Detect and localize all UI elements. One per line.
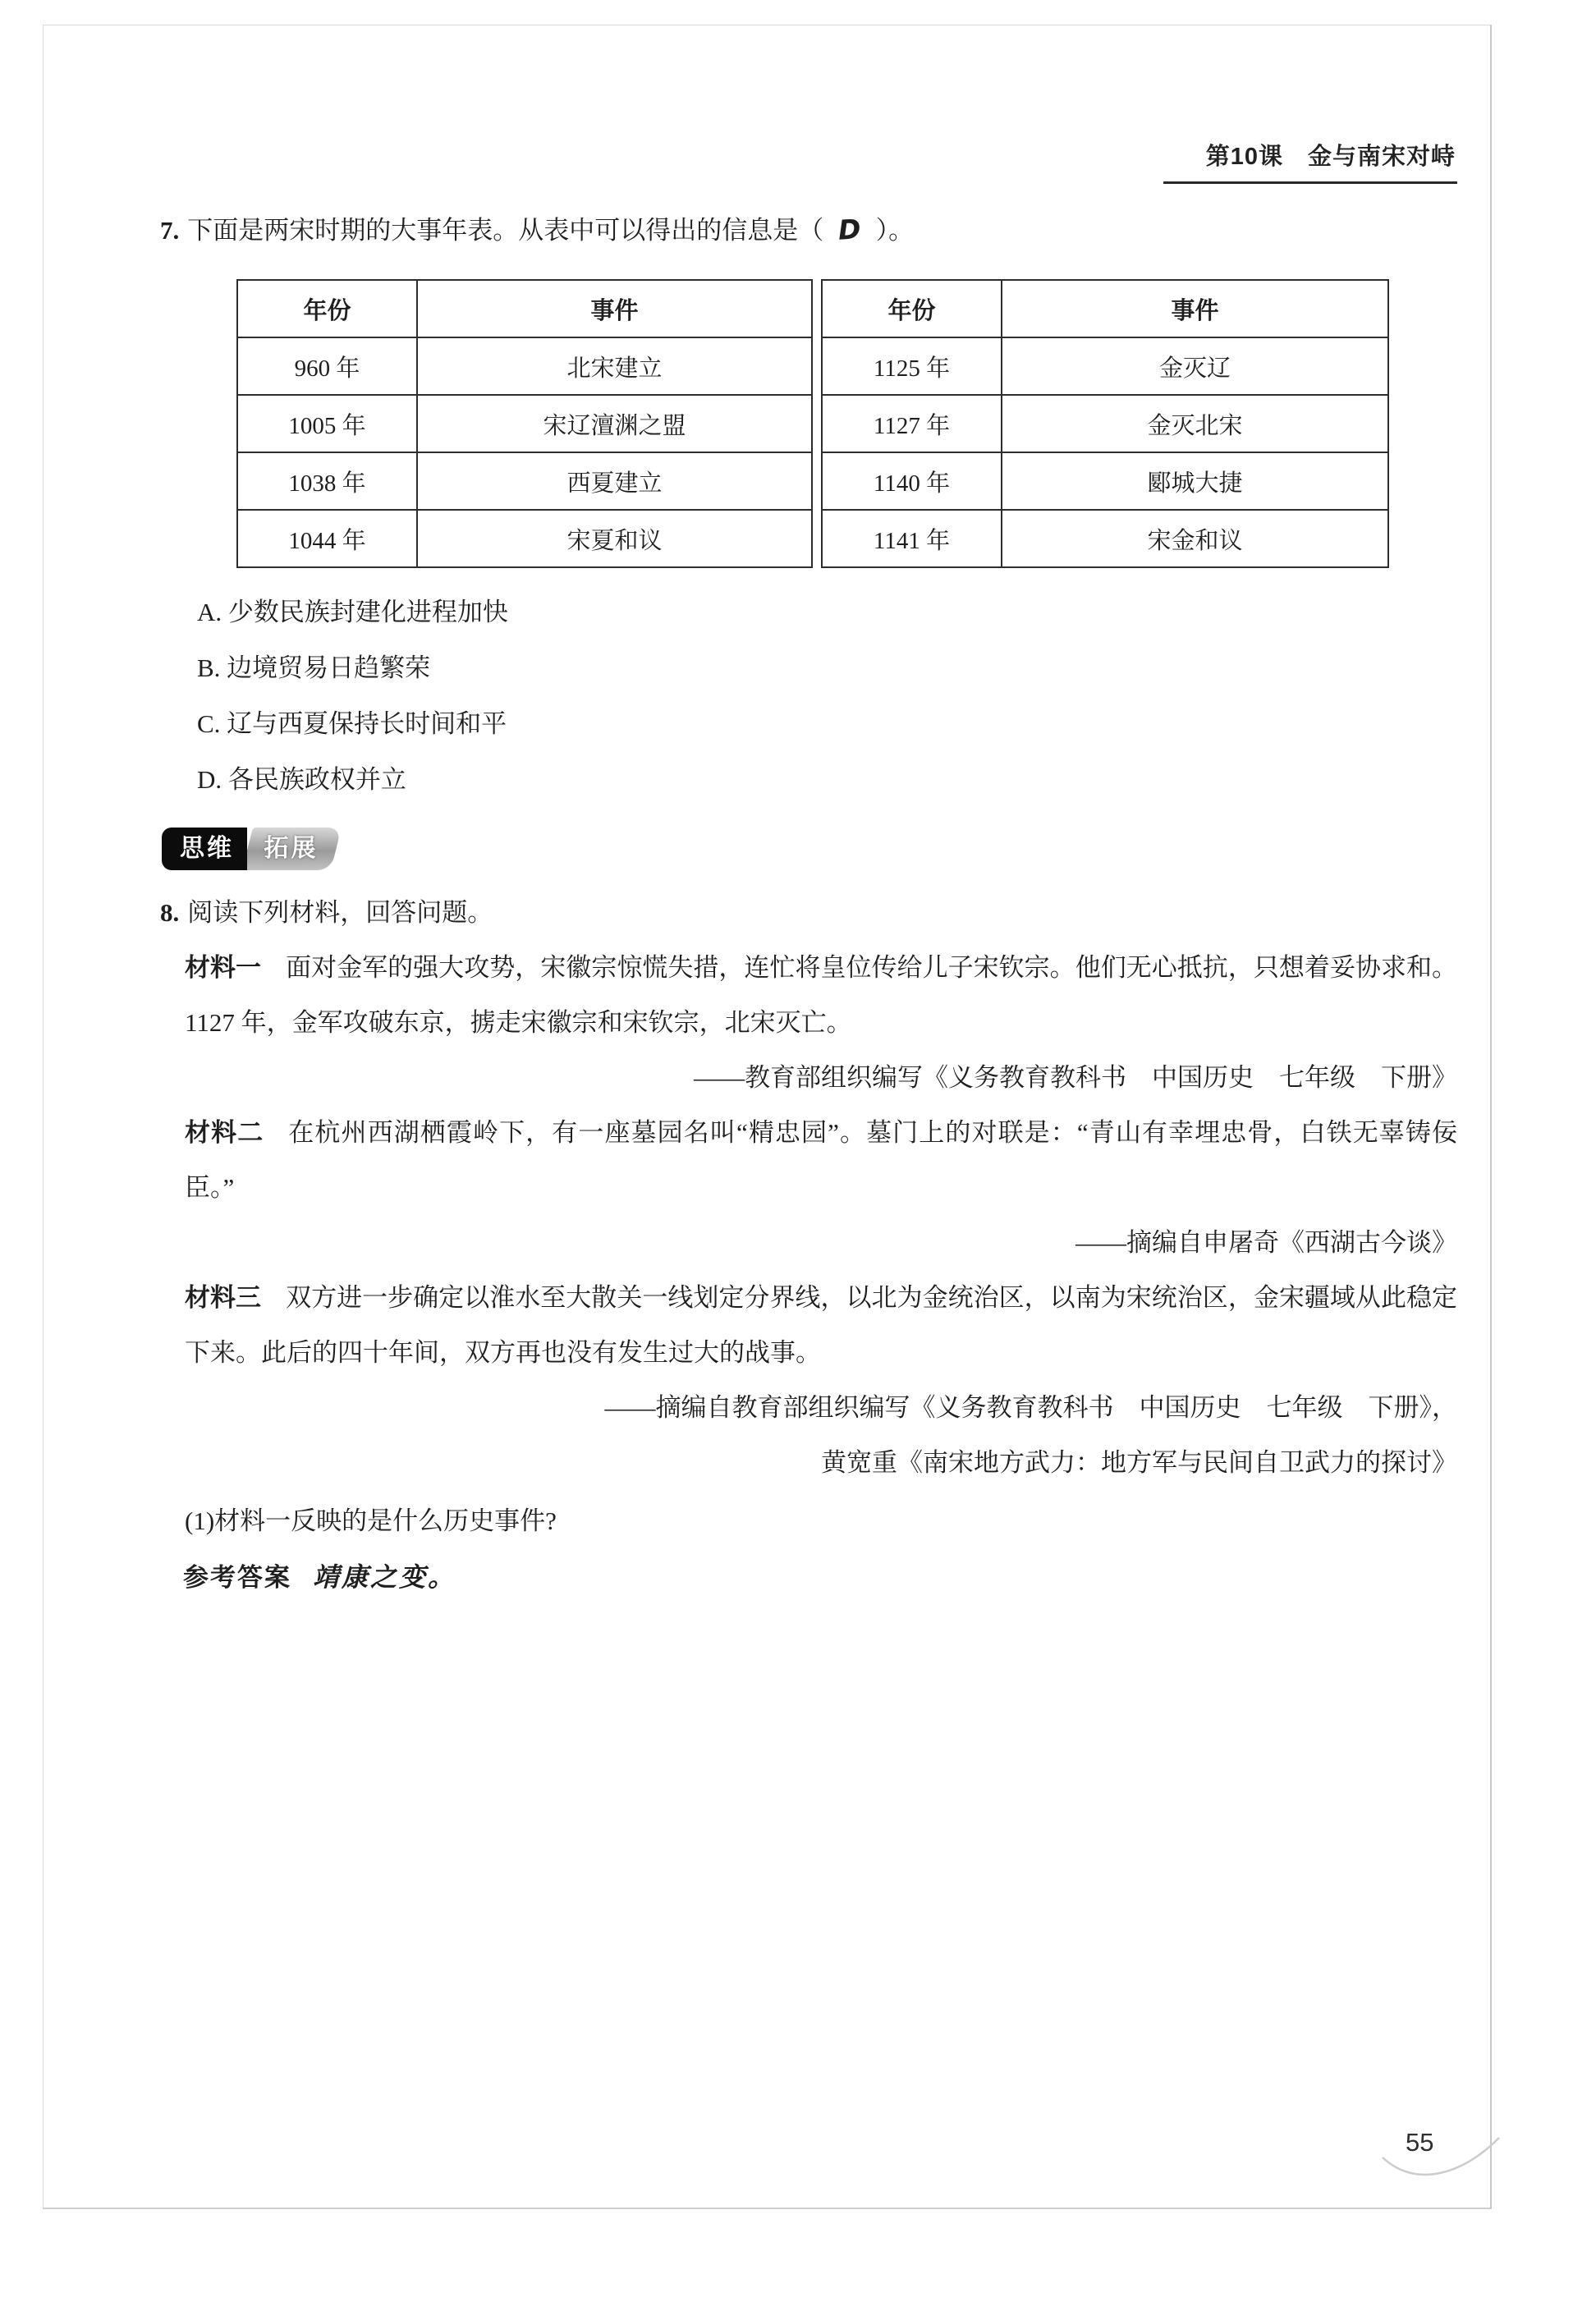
table-row xyxy=(237,510,812,567)
year-cell: 1141 年 xyxy=(822,510,1002,567)
material-two-source: ——摘编自申屠奇《西湖古今谈》 xyxy=(1075,1228,1457,1257)
material-two xyxy=(185,1105,1457,1270)
question-8-sub-question-1: (1)材料一反映的是什么历史事件? xyxy=(185,1506,557,1535)
question-7-stem xyxy=(160,202,1457,258)
year-cell: 1127 年 xyxy=(822,395,1002,452)
material-one-body: 面对金军的强大攻势，宋徽宗惊慌失措，连忙将皇位传给儿子宋钦宗。他们无心抵抗，只想着妥协求和。1127 年，金军攻破东京，掳走宋徽宗和宋钦宗，北宋灭亡。 xyxy=(185,953,1457,1037)
year-cell: 1044 年 xyxy=(237,510,417,567)
reference-answer-label: 参考答案 xyxy=(183,1563,291,1592)
timeline-table-right xyxy=(821,279,1389,568)
material-one-label: 材料一 xyxy=(185,953,262,982)
badge-right-shape xyxy=(242,828,342,870)
question-8-text: 阅读下列材料，回答问题。 xyxy=(187,898,493,927)
event-cell: 金灭辽 xyxy=(1002,337,1388,395)
option-c: C. 辽与西夏保持长时间和平 xyxy=(197,709,507,738)
badge-left-label: 思维 xyxy=(162,828,247,870)
table-row xyxy=(822,395,1388,452)
material-two-paragraph xyxy=(185,1105,1457,1215)
year-cell: 960 年 xyxy=(237,337,417,395)
question-7-text: 下面是两宋时期的大事年表。从表中可以得出的信息是（ xyxy=(187,216,824,245)
event-cell: 西夏建立 xyxy=(417,452,812,510)
option-d: D. 各民族政权并立 xyxy=(197,765,406,794)
badge-right-label: 拓展 xyxy=(264,835,319,862)
table-header-row xyxy=(822,280,1388,337)
event-header-cell: 事件 xyxy=(1002,280,1388,337)
question-7-number: 7. xyxy=(160,216,180,245)
material-three-source-line2: 黄宽重《南宋地方武力：地方军与民间自卫武力的探讨》 xyxy=(821,1448,1457,1477)
material-three-label: 材料三 xyxy=(185,1283,262,1312)
timeline-table-left xyxy=(236,279,813,568)
option-b: B. 边境贸易日趋繁荣 xyxy=(197,653,431,682)
question-7-answer: D xyxy=(837,213,862,246)
page-header xyxy=(160,138,1457,184)
year-cell: 1005 年 xyxy=(237,395,417,452)
material-one-paragraph xyxy=(185,940,1457,1050)
material-three xyxy=(185,1270,1457,1490)
question-7-options xyxy=(197,585,1457,808)
table-row xyxy=(237,395,812,452)
chapter-title: 第10课 金与南宋对峙 xyxy=(1163,138,1457,184)
page-number: 55 xyxy=(1406,2128,1434,2157)
table-row xyxy=(822,510,1388,567)
material-three-source-line1: ——摘编自教育部组织编写《义务教育教科书 中国历史 七年级 下册》， xyxy=(604,1393,1457,1422)
material-three-paragraph xyxy=(185,1270,1457,1380)
table-row xyxy=(822,452,1388,510)
material-three-body: 双方进一步确定以淮水至大散关一线划定分界线，以北为金统治区，以南为宋统治区，金宋疆域从此稳定下来。此后的四十年间，双方再也没有发生过大的战事。 xyxy=(185,1283,1457,1367)
material-one-source: ——教育部组织编写《义务教育教科书 中国历史 七年级 下册》 xyxy=(694,1063,1457,1092)
reference-answer-text: 靖康之变。 xyxy=(313,1561,457,1593)
table-row xyxy=(237,452,812,510)
timeline-tables xyxy=(236,279,1457,568)
year-cell: 1140 年 xyxy=(822,452,1002,510)
event-cell: 北宋建立 xyxy=(417,337,812,395)
event-cell: 宋金和议 xyxy=(1002,510,1388,567)
section-badge-thinking-extension xyxy=(162,828,331,870)
page-content xyxy=(160,0,1457,1607)
material-two-body: 在杭州西湖栖霞岭下，有一座墓园名叫“精忠园”。墓门上的对联是：“青山有幸埋忠骨，白铁无辜铸佞臣。” xyxy=(185,1118,1457,1202)
event-cell: 郾城大捷 xyxy=(1002,452,1388,510)
material-two-label: 材料二 xyxy=(185,1118,264,1147)
table-row xyxy=(237,337,812,395)
year-cell: 1038 年 xyxy=(237,452,417,510)
table-row xyxy=(822,337,1388,395)
year-header-cell: 年份 xyxy=(822,280,1002,337)
event-cell: 宋辽澶渊之盟 xyxy=(417,395,812,452)
question-7-text-end: ）。 xyxy=(875,216,915,245)
option-a: A. 少数民族封建化进程加快 xyxy=(197,598,508,626)
question-8-number: 8. xyxy=(160,898,180,927)
material-one xyxy=(185,940,1457,1105)
year-header-cell: 年份 xyxy=(237,280,417,337)
reference-answer-row xyxy=(183,1548,1457,1607)
year-cell: 1125 年 xyxy=(822,337,1002,395)
question-8-stem xyxy=(160,885,1457,940)
event-cell: 金灭北宋 xyxy=(1002,395,1388,452)
event-cell: 宋夏和议 xyxy=(417,510,812,567)
event-header-cell: 事件 xyxy=(417,280,812,337)
page-corner-arc-decoration xyxy=(1379,2134,1502,2184)
table-header-row xyxy=(237,280,812,337)
